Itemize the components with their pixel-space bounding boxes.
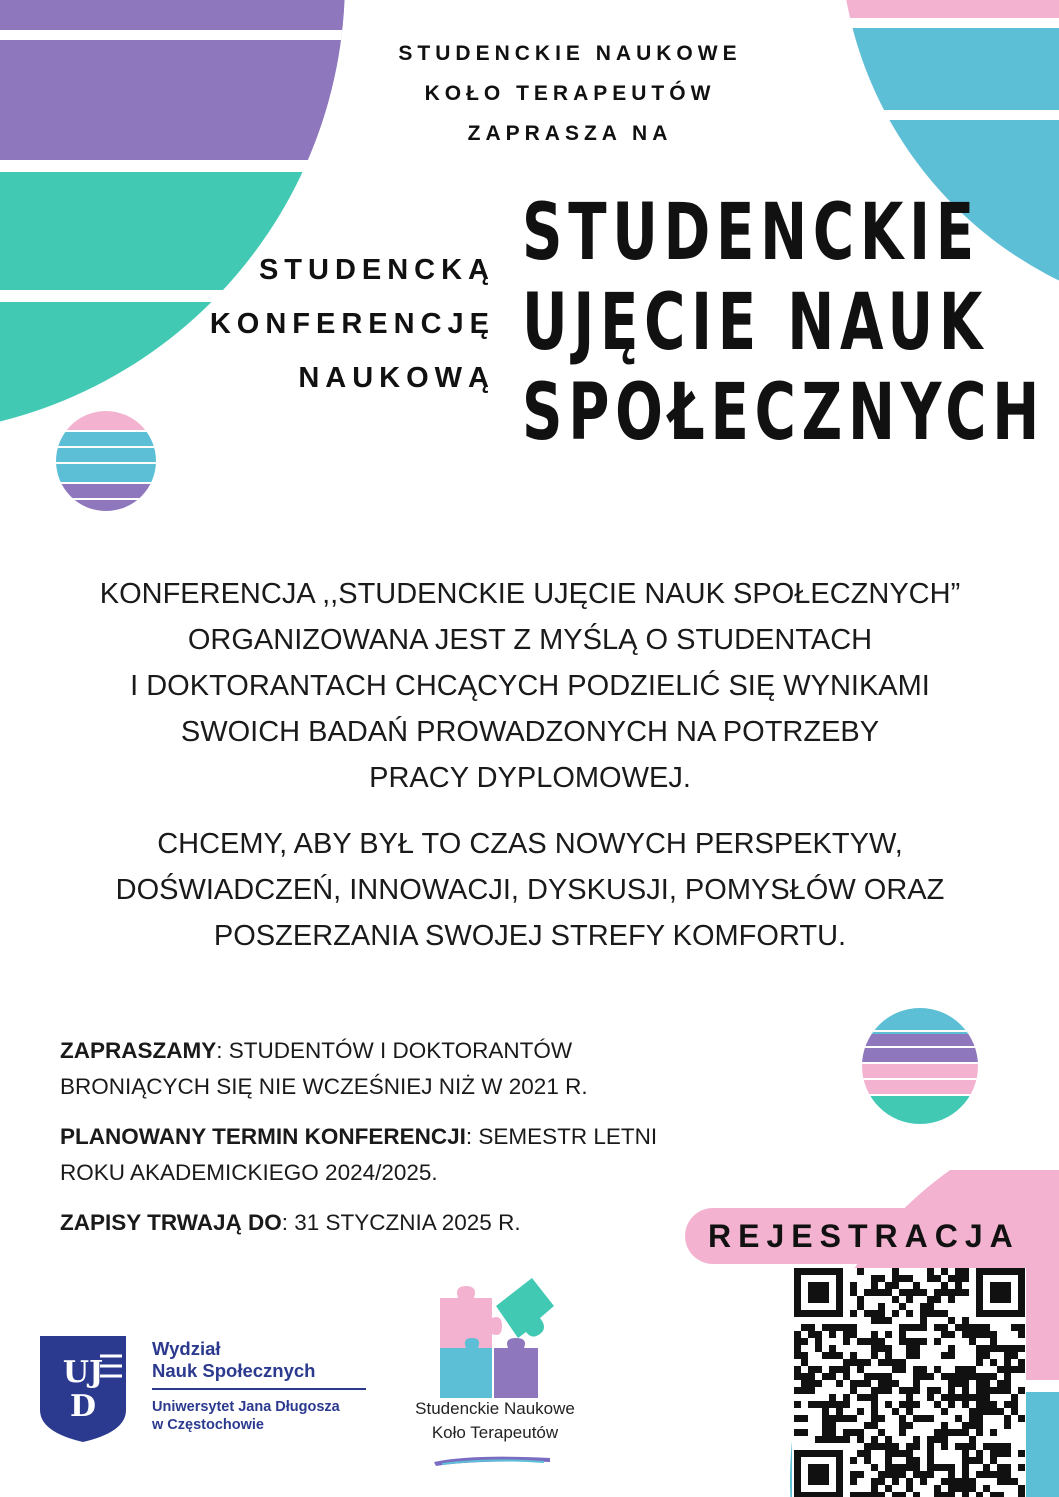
event-type: [120, 243, 495, 405]
description-line: CHCEMY, ABY BYŁ TO CZAS NOWYCH PERSPEKTYW,: [157, 828, 903, 860]
term-text-2: ROKU AKADEMICKIEGO 2024/2025.: [60, 1160, 438, 1185]
organizer-line-2: KOŁO TERAPEUTÓW: [424, 82, 716, 105]
event-title-line-3: SPOŁECZNYCH: [522, 368, 1045, 458]
event-type-line-2: KONFERENCJĘ: [209, 308, 495, 340]
ujd-monogram-bottom: D: [69, 1389, 97, 1424]
club-line-1: Studenckie Naukowe: [415, 1399, 575, 1418]
faculty-line-1: Wydział: [152, 1338, 221, 1359]
faculty-line-2: Nauk Społecznych: [152, 1360, 316, 1381]
description-line: SWOICH BADAŃ PROWADZONYCH NA POTRZEBY: [180, 716, 880, 748]
invite-label: ZAPRASZAMY: [60, 1038, 217, 1063]
event-type-line-1: STUDENCKĄ: [258, 254, 495, 286]
invite-details: [60, 1033, 780, 1105]
registration-qr-code[interactable]: [792, 1268, 1026, 1497]
description-line: KONFERENCJA ,,STUDENCKIE UJĘCIE NAUK SPOŁECZNYCH”: [99, 578, 961, 610]
invite-text: : STUDENTÓW I DOKTORANTÓW: [216, 1038, 573, 1063]
university-line-2: w Częstochowie: [152, 1417, 264, 1433]
qr-code-icon: [792, 1268, 1026, 1497]
striped-circle-left: [50, 405, 162, 514]
deadline-details: [60, 1205, 780, 1241]
puzzle-logo-icon: [436, 1276, 556, 1400]
registration-label: REJESTRACJA: [708, 1218, 1020, 1254]
description-paragraph-2: [50, 821, 1010, 959]
term-text: : SEMESTR LETNI: [465, 1124, 658, 1149]
deadline-text: : 31 STYCZNIA 2025 R.: [281, 1210, 521, 1235]
ujd-monogram-top: UJ: [62, 1355, 104, 1390]
university-logo: [40, 1336, 126, 1442]
club-line-2: Koło Terapeutów: [431, 1423, 559, 1442]
event-title-line-2: UJĘCIE NAUK: [522, 278, 989, 368]
university-line-1: Uniwersytet Jana Długosza: [152, 1399, 340, 1415]
description-line: DOŚWIADCZEŃ, INNOWACJI, DYSKUSJI, POMYSŁÓW ORAZ: [115, 874, 945, 906]
term-details: [60, 1119, 780, 1191]
organizer-line-1: STUDENCKIE NAUKOWE: [398, 42, 742, 65]
organizer-line-3: ZAPRASZA NA: [467, 122, 673, 145]
description-line: ORGANIZOWANA JEST Z MYŚLĄ O STUDENTACH: [187, 624, 873, 656]
faculty-divider: [152, 1388, 366, 1390]
faculty-name: [152, 1338, 366, 1434]
description-line: I DOKTORANTACH CHCĄCYCH PODZIELIĆ SIĘ WYNIKAMI: [130, 670, 930, 702]
striped-circle-right: [860, 1006, 982, 1126]
brush-underline: [432, 1450, 552, 1468]
event-title: [522, 188, 1052, 458]
organizer-heading: [330, 34, 810, 154]
invite-text-2: BRONIĄCYCH SIĘ NIE WCZEŚNIEJ NIŻ W 2021 R.: [60, 1074, 588, 1099]
term-label: PLANOWANY TERMIN KONFERENCJI: [60, 1124, 466, 1149]
deadline-label: ZAPISY TRWAJĄ DO: [60, 1210, 282, 1235]
description-line: POSZERZANIA SWOJEJ STREFY KOMFORTU.: [213, 920, 847, 952]
description-paragraph-1: [50, 571, 1010, 801]
description-line: PRACY DYPLOMOWEJ.: [369, 762, 691, 794]
event-type-line-3: NAUKOWĄ: [298, 362, 495, 394]
event-title-line-1: STUDENCKIE: [522, 188, 980, 278]
club-name: [380, 1397, 610, 1445]
